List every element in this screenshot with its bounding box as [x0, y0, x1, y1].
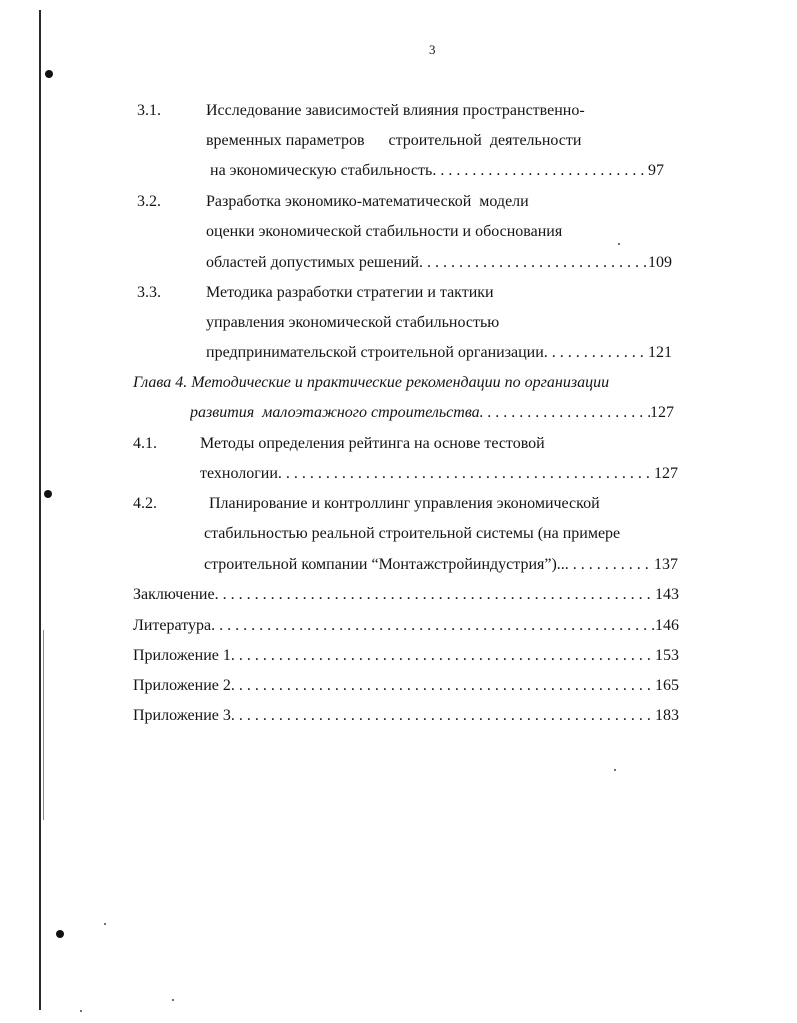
scan-speck [104, 923, 106, 925]
section-number: 3.1. [137, 102, 161, 119]
toc-entry-leader-line [204, 555, 678, 575]
dot-leader [480, 403, 650, 423]
toc-page-ref: 183 [655, 707, 679, 724]
scan-edge-line [39, 10, 41, 1010]
dot-leader [231, 646, 655, 666]
toc-entry-text: Планирование и контроллинг управления экономической [209, 495, 600, 512]
scan-speck [614, 769, 616, 771]
toc-page-ref: 127 [654, 465, 678, 482]
toc-entry-text: строительной компании “Монтажстройиндустрия”).. [204, 556, 565, 573]
scan-edge-line-faint [43, 630, 44, 820]
toc-entry-text: Приложение 3 [133, 707, 231, 724]
toc-entry-text: Исследование зависимостей влияния пространственно- [206, 102, 585, 119]
toc-entry-leader-line [133, 585, 679, 605]
scan-speck [172, 999, 174, 1001]
dot-leader [419, 253, 648, 273]
page-number: 3 [429, 42, 436, 57]
toc-entry-leader-line [210, 161, 664, 181]
section-number: 4.1. [133, 435, 157, 452]
toc-entry-text: на экономическую стабильность [210, 162, 433, 179]
chapter-heading: развития малоэтажного строительства [190, 404, 480, 421]
toc-entry-leader-line [133, 706, 679, 726]
toc-page-ref: 97 [648, 162, 664, 179]
dot-leader [231, 676, 655, 696]
section-number: 3.3. [137, 284, 161, 301]
toc-entry-leader-line [200, 464, 678, 484]
toc-entry-text: Методы определения рейтинга на основе тестовой [200, 435, 545, 452]
toc-entry-text: стабильностью реальной строительной системы (на примере [204, 525, 621, 542]
toc-entry-leader-line [206, 253, 672, 273]
toc-entry-leader-line [133, 646, 679, 666]
dot-leader [231, 706, 655, 726]
toc-page-ref: 121 [648, 344, 672, 361]
toc-page-ref: 153 [655, 647, 679, 664]
toc-entry-text: Литература [133, 617, 212, 634]
toc-entry-leader-line [190, 403, 674, 423]
toc-entry-leader-line [133, 676, 679, 696]
toc-page-ref: 143 [655, 586, 679, 603]
toc-entry-text: Заключение [133, 586, 215, 603]
scan-speck [618, 243, 620, 245]
dot-leader [278, 464, 654, 484]
toc-page-ref: 165 [655, 677, 679, 694]
dot-leader [215, 585, 655, 605]
dot-leader [565, 555, 654, 575]
toc-entry-text: управления экономической стабильностью [206, 314, 500, 331]
toc-page-ref: 137 [654, 556, 678, 573]
toc-entry-text: областей допустимых решений [206, 254, 420, 271]
section-number: 4.2. [133, 495, 157, 512]
toc-entry-text: Приложение 2 [133, 677, 231, 694]
toc-entry-leader-line [133, 616, 679, 636]
punch-hole-mark [44, 490, 52, 498]
toc-entry-text: временных параметров строительной деятельности [206, 132, 582, 149]
dot-leader [211, 616, 655, 636]
toc-entry-text: технологии [200, 465, 278, 482]
toc-entry-text: предпринимательской строительной организации [206, 344, 544, 361]
chapter-heading: Глава 4. Методические и практические рекомендации по организации [133, 374, 610, 391]
scan-speck [80, 1010, 82, 1012]
toc-page-ref: 109 [648, 254, 672, 271]
punch-hole-mark [56, 930, 64, 938]
dot-leader [544, 343, 648, 363]
toc-page-ref: 127 [650, 404, 674, 421]
toc-entry-text: Разработка экономико-математической модели [206, 193, 529, 210]
toc-entry-text: Приложение 1 [133, 647, 231, 664]
section-number: 3.2. [137, 193, 161, 210]
dot-leader [432, 161, 648, 181]
punch-hole-mark [45, 70, 53, 78]
toc-entry-text: Методика разработки стратегии и тактики [206, 284, 494, 301]
toc-entry-text: оценки экономической стабильности и обоснования [206, 223, 563, 240]
toc-page-ref: 146 [655, 617, 679, 634]
toc-entry-leader-line [206, 343, 672, 363]
